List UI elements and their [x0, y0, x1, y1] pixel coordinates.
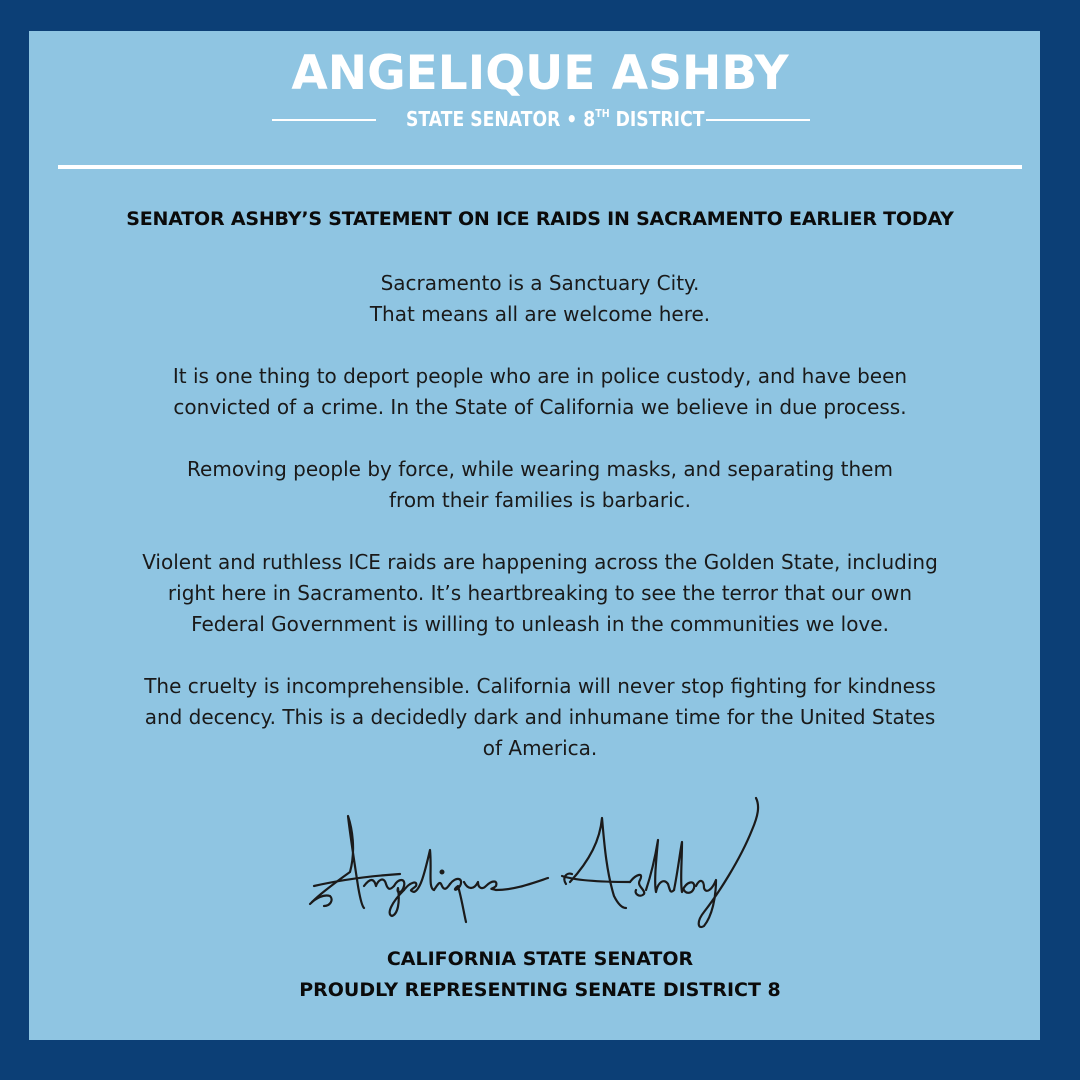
paragraph-line: right here in Sacramento. It’s heartbreaking to see the terror that our own [167, 581, 913, 605]
paragraph-2 [60, 361, 1020, 423]
subtitle-text [405, 104, 705, 134]
paragraph-1 [60, 268, 1020, 330]
paragraph-line: Violent and ruthless ICE raids are happening across the Golden State, including [142, 550, 938, 574]
paragraph-3 [60, 454, 1020, 516]
senator-name-logo: ANGELIQUE ASHBY [291, 46, 789, 101]
masthead [0, 46, 1080, 102]
paragraph-line: and decency. This is a decidedly dark and inhumane time for the United States [144, 705, 936, 729]
statement-headline: SENATOR ASHBY’S STATEMENT ON ICE RAIDS IN SACRAMENTO EARLIER TODAY [126, 208, 954, 230]
paragraph-line: convicted of a crime. In the State of California we believe in due process. [173, 395, 907, 419]
paragraph-5 [60, 671, 1020, 764]
paragraph-4 [60, 547, 1020, 640]
paragraph-line: Sacramento is a Sanctuary City. [380, 271, 700, 295]
paragraph-line: of America. [482, 736, 598, 760]
masthead-subtitle [272, 104, 810, 134]
header-divider [58, 165, 1022, 169]
paragraph-line: It is one thing to deport people who are in police custody, and have been [172, 364, 908, 388]
subtitle-rule-right [706, 119, 810, 121]
subtitle-superscript: TH [595, 107, 610, 120]
paragraph-line: That means all are welcome here. [369, 302, 711, 326]
statement-body [60, 268, 1020, 795]
senator-title: CALIFORNIA STATE SENATOR [386, 948, 694, 970]
paragraph-line: The cruelty is incomprehensible. California will never stop fighting for kindness [144, 674, 936, 698]
paragraph-line: Federal Government is willing to unleash in the communities we love. [191, 612, 889, 636]
handwritten-signature [300, 790, 780, 940]
paragraph-line: Removing people by force, while wearing masks, and separating them [187, 457, 893, 481]
subtitle-rule-left [272, 119, 376, 121]
subtitle-prefix: STATE SENATOR • 8 [405, 107, 596, 131]
subtitle-suffix: DISTRICT [609, 107, 705, 131]
signature-block [40, 944, 1040, 1006]
paragraph-line: from their families is barbaric. [389, 488, 691, 512]
district-line: PROUDLY REPRESENTING SENATE DISTRICT 8 [299, 979, 781, 1001]
